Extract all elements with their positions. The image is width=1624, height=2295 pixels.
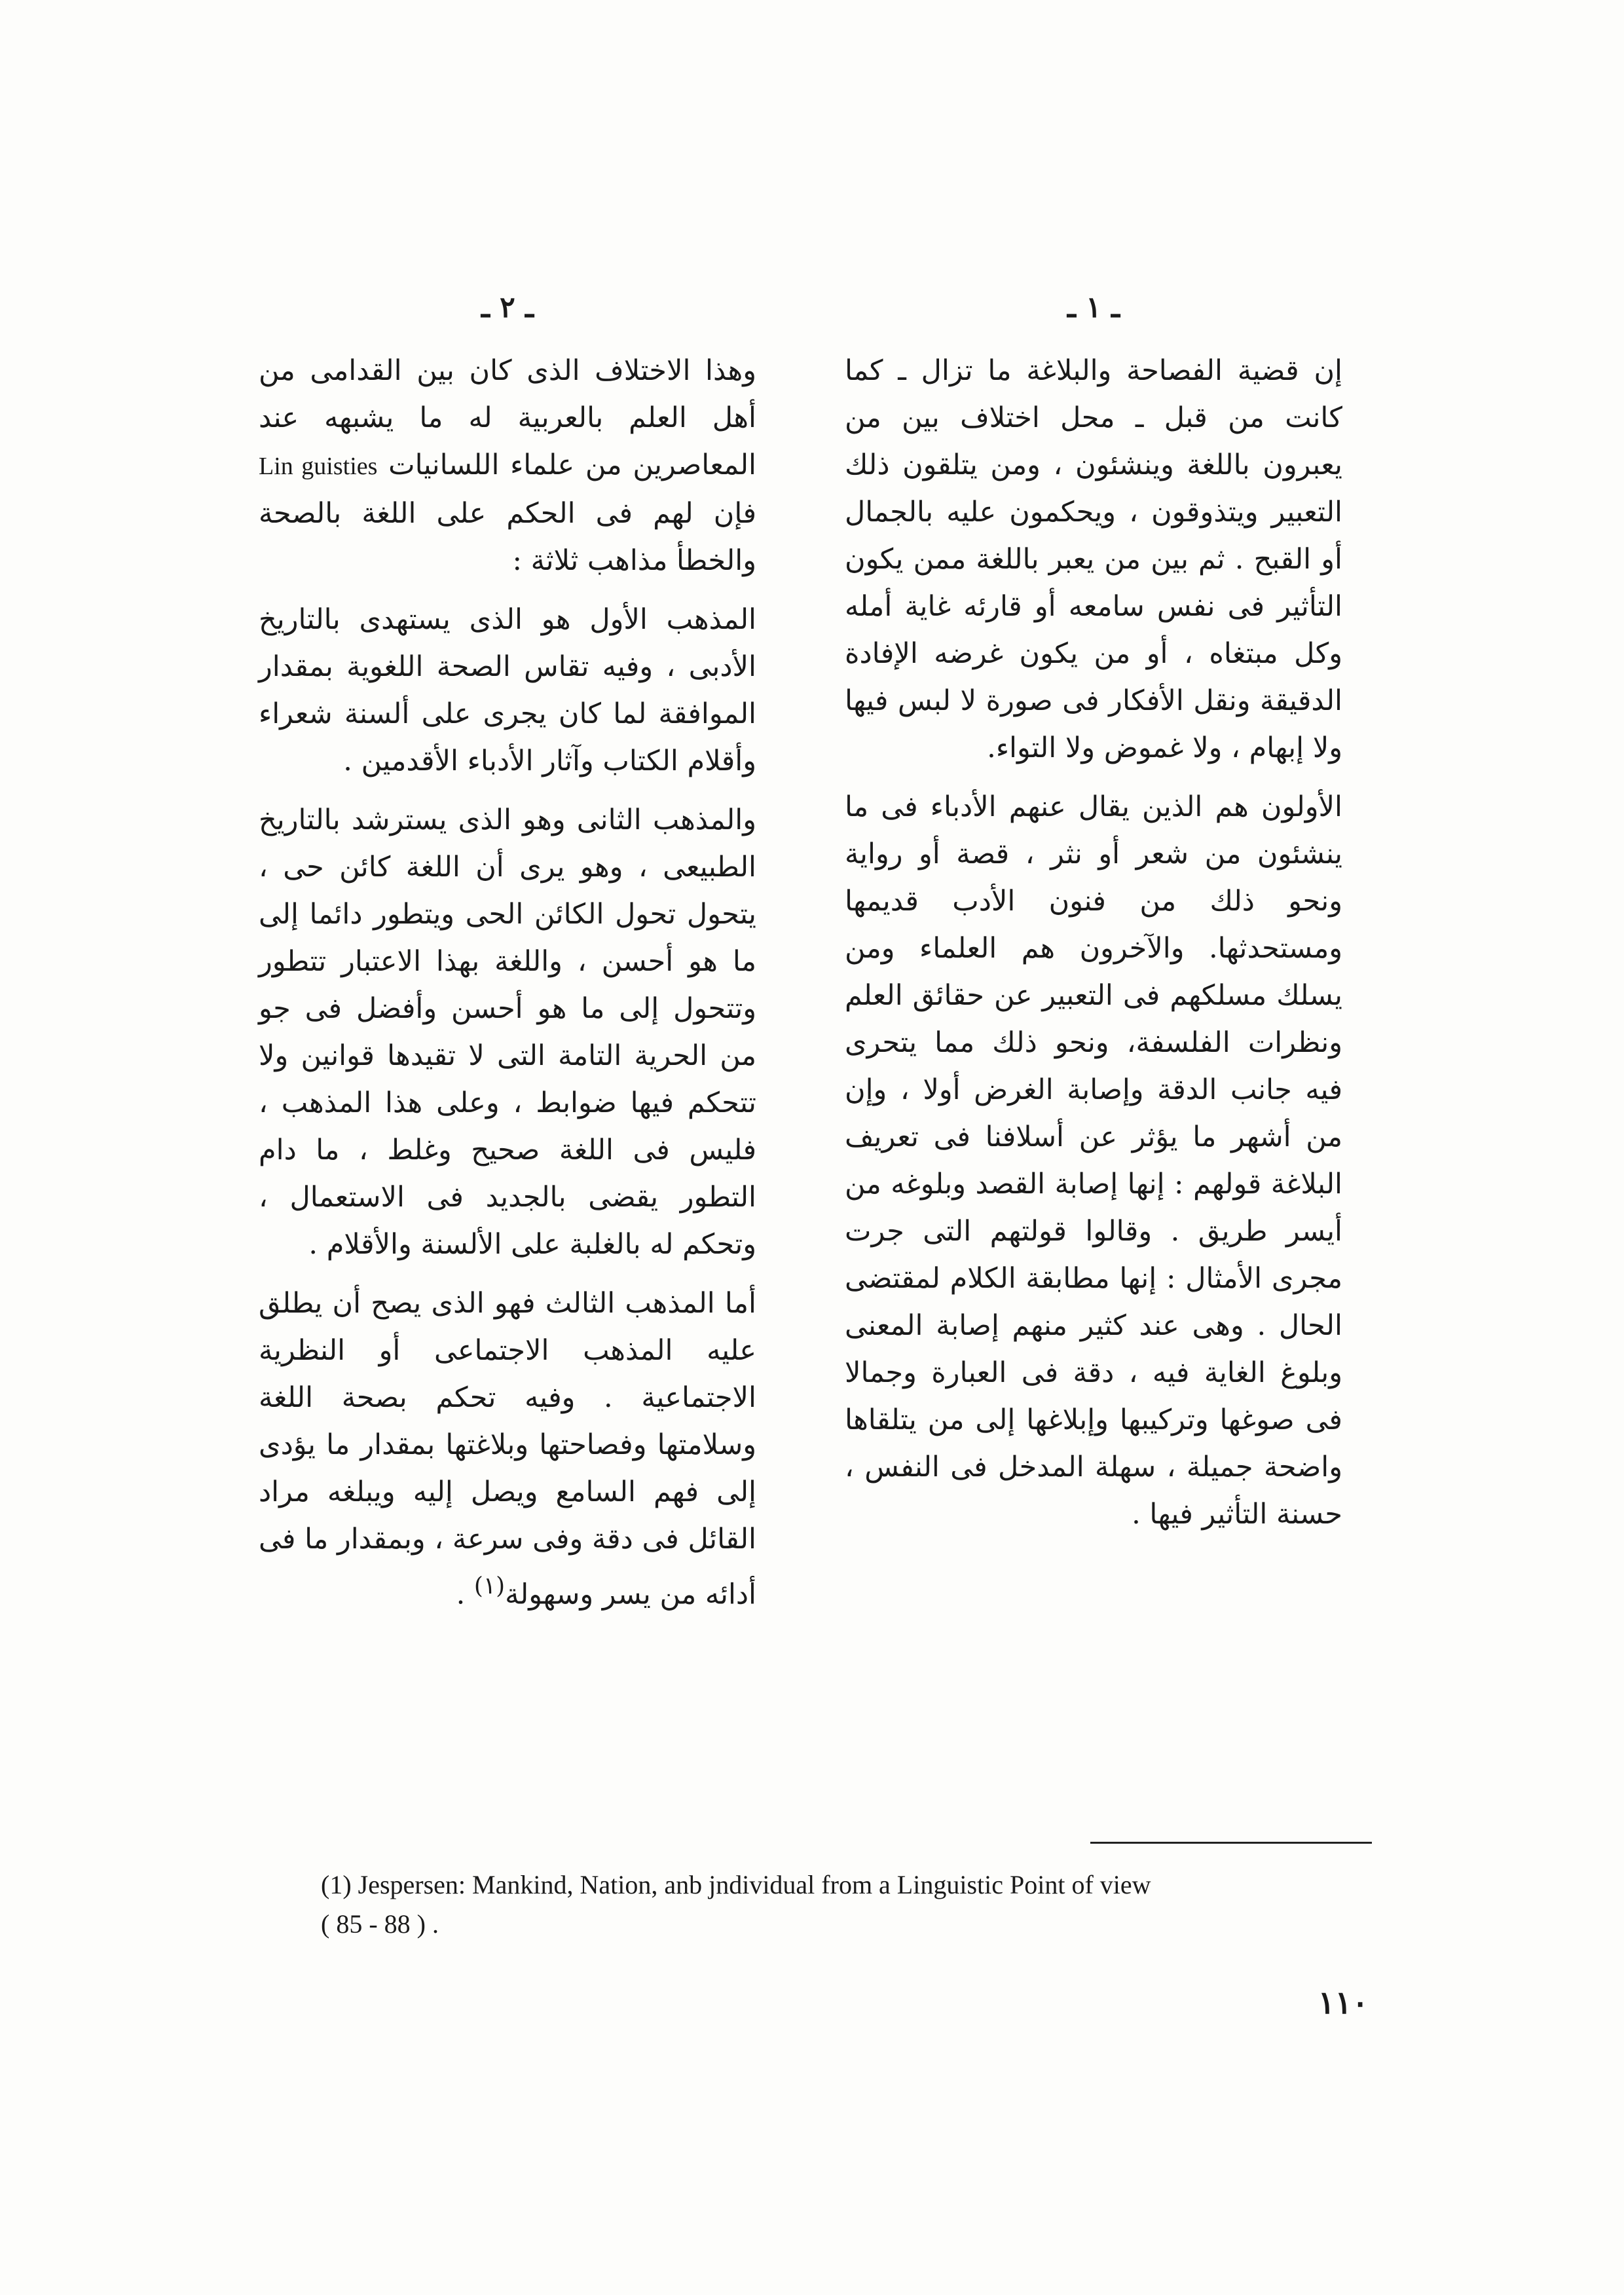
- column-2-paragraph: والمذهب الثانى وهو الذى يسترشد بالتاريخ الطبيعى ، وهو يرى أن اللغة كائن حى ، يتحول تحول الكائن الحى ويتطور دائما إلى ما هو أحسن ، واللغة بهذا الاعتبار تتطور وتتحول إلى ما هو أحسن وأفضل فى جو من الحرية التامة التى لا تقيدها قوانين ولا تتحكم فيها ضوابط ، وعلى هذا المذهب ، فليس فى اللغة صحيح وغلط ، ما دام التطور يقضى بالجديد فى الاستعمال ، وتحكم له بالغلبة على الألسنة والأقلام .: [259, 804, 756, 1261]
- latin-term: Lin guisties: [259, 453, 378, 480]
- footnote-line: ( 85 - 88 ) .: [321, 1909, 439, 1939]
- column-2-last-paragraph: [259, 1280, 756, 1618]
- column-2-text: [259, 347, 756, 1618]
- page-number: ١١٠: [1318, 1985, 1369, 2021]
- column-2-paragraph-text: أما المذهب الثالث فهو الذى يصح أن يطلق عليه المذهب الاجتماعى أو النظرية الاجتماعية . وفيه تحكم بصحة اللغة وسلامتها وفصاحتها وبلاغتها بمقدار ما يؤدى إلى فهم السامع ويصل إليه ويبلغه مراد القائل فى دقة وفى سرعة ، وبمقدار ما فى أدائه من يسر وسهولة: [259, 1287, 756, 1611]
- column-2-paragraph: المذهب الأول هو الذى يستهدى بالتاريخ الأدبى ، وفيه تقاس الصحة اللغوية بمقدار الموافقة لما كان يجرى على ألسنة شعراء وأقلام الكتاب وآثار الأدباء الأقدمين .: [259, 603, 756, 777]
- column-1-paragraph: الأولون هم الذين يقال عنهم الأدباء فى ما ينشئون من شعر أو نثر ، قصة أو رواية ونحو ذلك من فنون الأدب قديمها ومستحدثها. والآخرون هم العلماء ومن يسلك مسلكهم فى التعبير عن حقائق العلم ونظرات الفلسفة، ونحو ذلك مما يتحرى فيه جانب الدقة وإصابة الغرض أولا ، وإن من أشهر ما يؤثر عن أسلافنا فى تعريف البلاغة قولهم : إنها إصابة القصد وبلوغه من أيسر طريق . وقالوا قولتهم التى جرت مجرى الأمثال : إنها مطابقة الكلام لمقتضى الحال . وهى عند كثير منهم إصابة المعنى وبلوغ الغاية فيه ، دقة فى العبارة وجمالا فى صوغها وتركيبها وإبلاغها إلى من يتلقاها واضحة جميلة ، سهلة المدخل فى النفس ، حسنة التأثير فيها .: [845, 791, 1342, 1531]
- column-2-intro: [259, 347, 756, 584]
- column-2: [259, 282, 756, 1630]
- column-1: [845, 282, 1342, 1550]
- footnote: [321, 1865, 1369, 1944]
- column-1-text: [845, 347, 1342, 1538]
- footnote-line: (1) Jespersen: Mankind, Nation, anb jndividual from a Linguistic Point of view: [321, 1870, 1151, 1899]
- column-2-intro-text: وهذا الاختلاف الذى كان بين القدامى من أهل العلم بالعربية له ما يشبهه عند المعاصرين من علماء اللسانيات: [259, 354, 757, 481]
- column-2-header: ـ ٢ ـ: [481, 291, 534, 324]
- column-1-header: ـ ١ ـ: [1067, 291, 1120, 324]
- footnote-divider: [1090, 1842, 1372, 1844]
- column-2-intro-continuation: فإن لهم فى الحكم على اللغة بالصحة والخطأ مذاهب ثلاثة :: [259, 497, 756, 577]
- column-2-closing: .: [456, 1578, 474, 1611]
- column-1-paragraph: إن قضية الفصاحة والبلاغة ما تزال ـ كما كانت من قبل ـ محل اختلاف بين من يعبرون باللغة وينشئون ، ومن يتلقون ذلك التعبير ويتذوقون ، ويحكمون عليه بالجمال أو القبح . ثم بين من يعبر باللغة ممن يكون التأثير فى نفس سامعه أو قارئه غاية أمله وكل مبتغاه ، أو من يكون غرضه الإفادة الدقيقة ونقل الأفكار فى صورة لا لبس فيها ولا إبهام ، ولا غموض ولا التواء.: [845, 354, 1342, 764]
- footnote-marker: (١): [473, 1573, 506, 1599]
